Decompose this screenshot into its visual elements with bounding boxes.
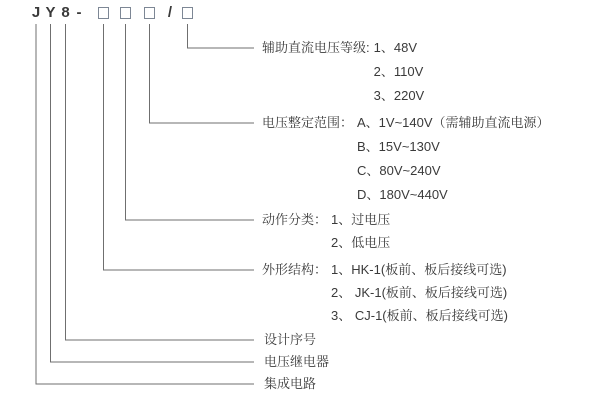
connector-aux-voltage [188, 24, 255, 48]
setting-range-option-d: D、180V~440V [357, 187, 448, 202]
model-digit-box-1 [98, 7, 109, 19]
setting-range-label: 电压整定范围： [262, 115, 354, 130]
connector-setting-range [150, 24, 255, 123]
connector-voltage-relay [51, 24, 255, 362]
model-digit-box-3 [144, 7, 155, 19]
structure-options [331, 258, 508, 327]
setting-range-option-c: C、80V~240V [357, 163, 441, 178]
setting-range-options [357, 111, 550, 207]
label-design-serial: 设计序号 [264, 332, 317, 347]
section-aux-dc-voltage [262, 36, 424, 108]
aux-voltage-label: 辅助直流电压等级: [262, 40, 370, 55]
model-char-8: 8 [61, 4, 70, 21]
section-structure [262, 258, 508, 327]
setting-range-option-a: A、1V~140V（需辅助直流电源） [357, 115, 550, 130]
structure-option-3: 3、 CJ-1(板前、板后接线可选) [331, 308, 508, 323]
model-slash: / [167, 4, 173, 21]
model-char-y: Y [45, 4, 56, 21]
section-action-class [262, 208, 390, 254]
label-integrated-circuit: 集成电路 [264, 376, 317, 391]
model-digit-box-4 [182, 7, 193, 19]
model-code-header [0, 0, 600, 24]
structure-option-2: 2、 JK-1(板前、板后接线可选) [331, 285, 508, 300]
action-class-option-1: 1、过电压 [331, 212, 391, 227]
label-voltage-relay: 电压继电器 [264, 354, 330, 369]
connector-action-class [126, 24, 255, 220]
aux-voltage-option-1: 1、48V [373, 40, 417, 55]
model-char-j: J [31, 4, 41, 21]
aux-voltage-option-3: 3、220V [373, 88, 425, 103]
aux-voltage-options [374, 36, 425, 108]
setting-range-option-b: B、15V~130V [357, 139, 440, 154]
connector-design-serial [66, 24, 255, 340]
action-class-label: 动作分类： [262, 212, 328, 227]
model-digit-box-2 [120, 7, 131, 19]
structure-label: 外形结构： [262, 262, 328, 277]
section-setting-range [262, 111, 550, 207]
aux-voltage-option-2: 2、110V [373, 64, 424, 79]
connector-integrated-circuit [36, 24, 254, 384]
action-class-option-2: 2、低电压 [331, 235, 391, 250]
structure-option-1: 1、HK-1(板前、板后接线可选) [331, 262, 507, 277]
connector-structure [104, 24, 255, 270]
action-class-options [331, 208, 390, 254]
model-char-hyphen: - [76, 4, 82, 21]
